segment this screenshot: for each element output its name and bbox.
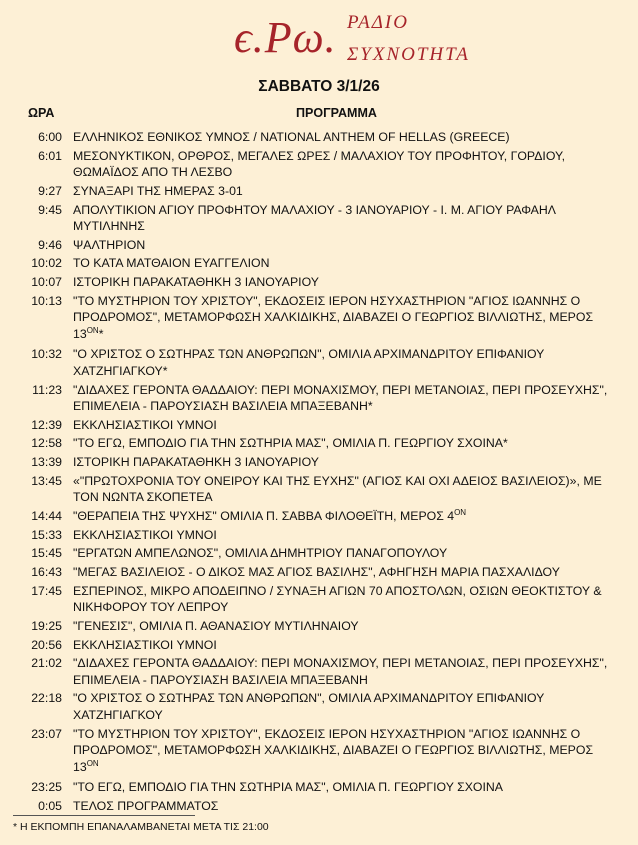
schedule-time: 23:07 (31, 726, 62, 741)
logo-main-text: ϵ.Ρω. (234, 13, 337, 62)
schedule-program (73, 382, 638, 415)
schedule-time: 9:45 (38, 202, 62, 217)
schedule-program (73, 293, 638, 343)
program-title: ΨΑΛΤΗΡΙΟΝ (73, 237, 146, 252)
program-title: «"ΠΡΩΤΟΧΡΟΝΙΑ ΤΟΥ ΟΝΕΙΡΟΥ ΚΑΙ ΤΗΣ ΕΥΧΗΣ" (ΑΓΙΟΣ ΚΑΙ ΟΧΙ ΑΔΕΙΟΣ ΒΑΣΙΛΕΙΟΣ)», ΜΕ ΤΟΝ ΝΩΝΤΑ ΣΚΟΠΕΤΕΑ (73, 473, 602, 505)
schedule-row (0, 417, 638, 434)
program-title: "Ο ΧΡΙΣΤΟΣ Ο ΣΩΤΗΡΑΣ ΤΩΝ ΑΝΘΡΩΠΩΝ", ΟΜΙΛΙΑ ΑΡΧΙΜΑΝΔΡΙΤΟΥ ΕΠΙΦΑΝΙΟΥ ΧΑΤΖΗΓΙΑΓΚΟΥ* (73, 347, 545, 378)
schedule-row (0, 274, 638, 291)
schedule-row (0, 183, 638, 200)
program-title: ΜΕΣΟΝΥΚΤΙΚΟΝ, ΟΡΘΡΟΣ, ΜΕΓΑΛΕΣ ΩΡΕΣ / ΜΑΛΑΧΙΟΥ ΤΟΥ ΠΡΟΦΗΤΟΥ, ΓΟΡΔΙΟΥ, ΘΩΜΑΪΔΟΣ ΑΠΟ ΤΗ ΛΕΣΒΟ (73, 148, 566, 180)
schedule-row (0, 726, 638, 776)
program-title: "ΤΟ ΕΓΩ, ΕΜΠΟΔΙΟ ΓΙΑ ΤΗΝ ΣΩΤΗΡΙΑ ΜΑΣ", ΟΜΙΛΙΑ Π. ΓΕΩΡΓΙΟΥ ΣΧΟΙΝΑ (73, 780, 503, 795)
schedule-time: 12:58 (31, 436, 62, 451)
program-title: "ΔΙΔΑΧΕΣ ΓΕΡΟΝΤΑ ΘΑΔΔΑΙΟΥ: ΠΕΡΙ ΜΟΝΑΧΙΣΜΟΥ, ΠΕΡΙ ΜΕΤΑΝΟΙΑΣ, ΠΕΡΙ ΠΡΟΣΕΥΧΗΣ", ΕΠΙΜΕΛΕΙΑ - ΠΑΡΟΥΣΙΑΣΗ ΒΑΣΙΛΕΙΑ ΜΠΑΞΕΒΑΝΗ* (73, 382, 608, 413)
schedule-program (73, 237, 638, 254)
schedule-program (73, 527, 638, 544)
schedule-row (0, 637, 638, 654)
program-title: ΙΣΤΟΡΙΚΗ ΠΑΡΑΚΑΤΑΘΗΚΗ 3 ΙΑΝΟΥΑΡΙΟΥ (73, 275, 319, 290)
schedule-program (73, 183, 638, 200)
schedule-row (0, 148, 638, 181)
schedule-time: 9:46 (38, 237, 62, 252)
program-title: "ΔΙΔΑΧΕΣ ΓΕΡΟΝΤΑ ΘΑΔΔΑΙΟΥ: ΠΕΡΙ ΜΟΝΑΧΙΣΜΟΥ, ΠΕΡΙ ΜΕΤΑΝΟΙΑΣ, ΠΕΡΙ ΠΡΟΣΕΥΧΗΣ", ΕΠΙΜΕΛΕΙΑ - ΠΑΡΟΥΣΙΑΣΗ ΒΑΣΙΛΕΙΑ ΜΠΑΞΕΒΑΝΗ (73, 656, 608, 687)
program-title: "ΤΟ ΜΥΣΤΗΡΙΟΝ ΤΟΥ ΧΡΙΣΤΟΥ", ΕΚΔΟΣΕΙΣ ΙΕΡΟΝ ΗΣΥΧΑΣΤΗΡΙΟΝ "ΑΓΙΟΣ ΙΩΑΝΝΗΣ Ο ΠΡΟΔΡΟΜΟΣ", ΜΕΤΑΜΟΡΦΩΣΗ ΧΑΛΚΙΔΙΚΗΣ, ΔΙΑΒΑΖΕΙ Ο ΓΕΩΡΓΙΟΣ ΒΙΛΛΙΩΤΗΣ, ΜΕΡΟΣ 13 (73, 726, 594, 774)
program-title: "ΘΕΡΑΠΕΙΑ ΤΗΣ ΨΥΧΗΣ" ΟΜΙΛΙΑ Π. ΣΑΒΒΑ ΦΙΛΟΘΕΪΤΗ, ΜΕΡΟΣ 4 (73, 508, 455, 523)
schedule-time: 20:56 (31, 637, 62, 652)
program-title: "Ο ΧΡΙΣΤΟΣ Ο ΣΩΤΗΡΑΣ ΤΩΝ ΑΝΘΡΩΠΩΝ", ΟΜΙΛΙΑ ΑΡΧΙΜΑΝΔΡΙΤΟΥ ΕΠΙΦΑΝΙΟΥ ΧΑΤΖΗΓΙΑΓΚΟΥ (73, 691, 545, 722)
schedule-time: 22:18 (31, 691, 62, 706)
schedule-row (0, 255, 638, 272)
schedule-program (73, 690, 638, 723)
schedule-row (0, 690, 638, 723)
schedule-time: 6:00 (38, 130, 62, 144)
program-title: "ΤΟ ΕΓΩ, ΕΜΠΟΔΙΟ ΓΙΑ ΤΗΝ ΣΩΤΗΡΙΑ ΜΑΣ", ΟΜΙΛΙΑ Π. ΓΕΩΡΓΙΟΥ ΣΧΟΙΝΑ* (73, 436, 508, 451)
schedule-row (0, 129, 638, 146)
program-title: ΤΟ ΚΑΤΑ ΜΑΤΘΑΙΟΝ ΕΥΑΓΓΕΛΙΟΝ (73, 256, 270, 271)
schedule-row (0, 545, 638, 562)
schedule-program (73, 564, 638, 581)
schedule-time: 17:45 (31, 583, 62, 598)
schedule-program (73, 508, 638, 525)
schedule-time: 13:39 (31, 455, 62, 470)
schedule-row (0, 618, 638, 635)
program-title: ΕΣΠΕΡΙΝΟΣ, ΜΙΚΡΟ ΑΠΟΔΕΙΠΝΟ / ΣΥΝΑΞΗ ΑΓΙΩΝ 70 ΑΠΟΣΤΟΛΩΝ, ΟΣΙΩΝ ΘΕΟΚΤΙΣΤΟΥ & ΝΙΚΗΦΟΡΟΥ ΤΟΥ ΛΕΠΡΟΥ (73, 583, 602, 615)
program-title: ΕΛΛΗΝΙΚΟΣ ΕΘΝΙΚΟΣ ΥΜΝΟΣ / NATIONAL ANTHEM OF HELLAS (GREECE) (73, 130, 510, 144)
schedule-time: 19:25 (31, 618, 62, 633)
schedule-program (73, 148, 638, 181)
schedule-row (0, 564, 638, 581)
logo-bottom-text: ΣΥΧΝΟΤΗΤΑ (347, 44, 470, 65)
program-title: "ΓΕΝΕΣΙΣ", ΟΜΙΛΙΑ Π. ΑΘΑΝΑΣΙΟΥ ΜΥΤΙΛΗΝΑΙΟΥ (73, 618, 359, 633)
schedule-program (73, 798, 638, 815)
schedule-row (0, 293, 638, 343)
schedule-row (0, 346, 638, 379)
schedule-row (0, 583, 638, 616)
schedule-program (73, 637, 638, 654)
schedule-row (0, 202, 638, 235)
schedule-time: 10:07 (31, 275, 62, 290)
schedule-row (0, 382, 638, 415)
schedule-program (73, 129, 638, 146)
schedule-time: 0:05 (38, 798, 62, 813)
ordinal-suffix: ΟΝ (86, 758, 99, 768)
schedule-program (73, 655, 638, 688)
schedule-list (0, 129, 638, 817)
schedule-row (0, 435, 638, 452)
schedule-program (73, 473, 638, 506)
schedule-row (0, 655, 638, 688)
ordinal-suffix: ΟΝ (454, 507, 467, 517)
program-title: ΕΚΚΛΗΣΙΑΣΤΙΚΟΙ ΥΜΝΟΙ (73, 417, 217, 432)
program-title: ΕΚΚΛΗΣΙΑΣΤΙΚΟΙ ΥΜΝΟΙ (73, 527, 217, 542)
repeat-marker: * (98, 326, 104, 341)
schedule-time: 10:02 (31, 256, 62, 271)
schedule-program (73, 417, 638, 434)
logo-top-text: ΡΑΔΙΟ (347, 12, 409, 33)
schedule-row (0, 779, 638, 796)
page-title: ΣΑΒΒΑΤΟ 3/1/26 (258, 78, 380, 95)
schedule-row (0, 454, 638, 471)
schedule-program (73, 202, 638, 235)
schedule-time: 13:45 (31, 473, 62, 488)
schedule-program (73, 779, 638, 796)
schedule-time: 21:02 (31, 656, 62, 671)
schedule-row (0, 527, 638, 544)
schedule-row (0, 508, 638, 525)
program-title: ΤΕΛΟΣ ΠΡΟΓΡΑΜΜΑΤΟΣ (73, 798, 219, 813)
schedule-program (73, 454, 638, 471)
schedule-program (73, 255, 638, 272)
schedule-time: 11:23 (32, 382, 62, 397)
schedule-time: 12:39 (31, 417, 62, 432)
schedule-program (73, 435, 638, 452)
schedule-time: 23:25 (31, 780, 62, 795)
program-title: ΕΚΚΛΗΣΙΑΣΤΙΚΟΙ ΥΜΝΟΙ (73, 637, 217, 652)
station-logo (0, 0, 638, 72)
schedule-time: 6:01 (38, 148, 62, 163)
schedule-row (0, 798, 638, 815)
schedule-row (0, 473, 638, 506)
program-title: ΣΥΝΑΞΑΡΙ ΤΗΣ ΗΜΕΡΑΣ 3-01 (73, 183, 243, 198)
schedule-program (73, 726, 638, 776)
schedule-program (73, 346, 638, 379)
footnote-divider (13, 815, 195, 816)
schedule-time: 10:32 (31, 347, 62, 362)
schedule-time: 15:33 (31, 527, 62, 542)
program-title: "ΤΟ ΜΥΣΤΗΡΙΟΝ ΤΟΥ ΧΡΙΣΤΟΥ", ΕΚΔΟΣΕΙΣ ΙΕΡΟΝ ΗΣΥΧΑΣΤΗΡΙΟΝ "ΑΓΙΟΣ ΙΩΑΝΝΗΣ Ο ΠΡΟΔΡΟΜΟΣ", ΜΕΤΑΜΟΡΦΩΣΗ ΧΑΛΚΙΔΙΚΗΣ, ΔΙΑΒΑΖΕΙ Ο ΓΕΩΡΓΙΟΣ ΒΙΛΛΙΩΤΗΣ, ΜΕΡΟΣ 13 (73, 293, 594, 341)
schedule-program (73, 583, 638, 616)
ordinal-suffix: ΟΝ (86, 325, 99, 335)
footnote: * Η ΕΚΠΟΜΠΗ ΕΠΑΝΑΛΑΜΒΑΝΕΤΑΙ ΜΕΤΑ ΤΙΣ 21:00 (13, 821, 269, 833)
program-title: ΙΣΤΟΡΙΚΗ ΠΑΡΑΚΑΤΑΘΗΚΗ 3 ΙΑΝΟΥΑΡΙΟΥ (73, 455, 319, 470)
schedule-time: 9:27 (38, 183, 62, 198)
schedule-program (73, 274, 638, 291)
schedule-row (0, 237, 638, 254)
schedule-time: 16:43 (31, 565, 62, 579)
schedule-time: 15:45 (31, 546, 62, 561)
header-time: ΩΡΑ (28, 106, 55, 120)
schedule-time: 10:13 (31, 293, 62, 308)
schedule-time: 14:44 (31, 508, 62, 523)
program-title: ΑΠΟΛΥΤΙΚΙΟΝ ΑΓΙΟΥ ΠΡΟΦΗΤΟΥ ΜΑΛΑΧΙΟΥ - 3 ΙΑΝΟΥΑΡΙΟΥ - Ι. Μ. ΑΓΙΟΥ ΡΑΦΑΗΛ ΜΥΤΙΛΗΝΗΣ (73, 202, 556, 234)
program-title: "ΕΡΓΑΤΩΝ ΑΜΠΕΛΩΝΟΣ", ΟΜΙΛΙΑ ΔΗΜΗΤΡΙΟΥ ΠΑΝΑΓΟΠΟΥΛΟΥ (73, 546, 448, 561)
header-program: ΠΡΟΓΡΑΜΜΑ (296, 106, 377, 120)
program-title: "ΜΕΓΑΣ ΒΑΣΙΛΕΙΟΣ - Ο ΔΙΚΟΣ ΜΑΣ ΑΓΙΟΣ ΒΑΣΙΛΗΣ", ΑΦΗΓΗΣΗ ΜΑΡΙΑ ΠΑΣΧΑΛΙΔΟΥ (73, 565, 560, 579)
schedule-program (73, 618, 638, 635)
schedule-program (73, 545, 638, 562)
